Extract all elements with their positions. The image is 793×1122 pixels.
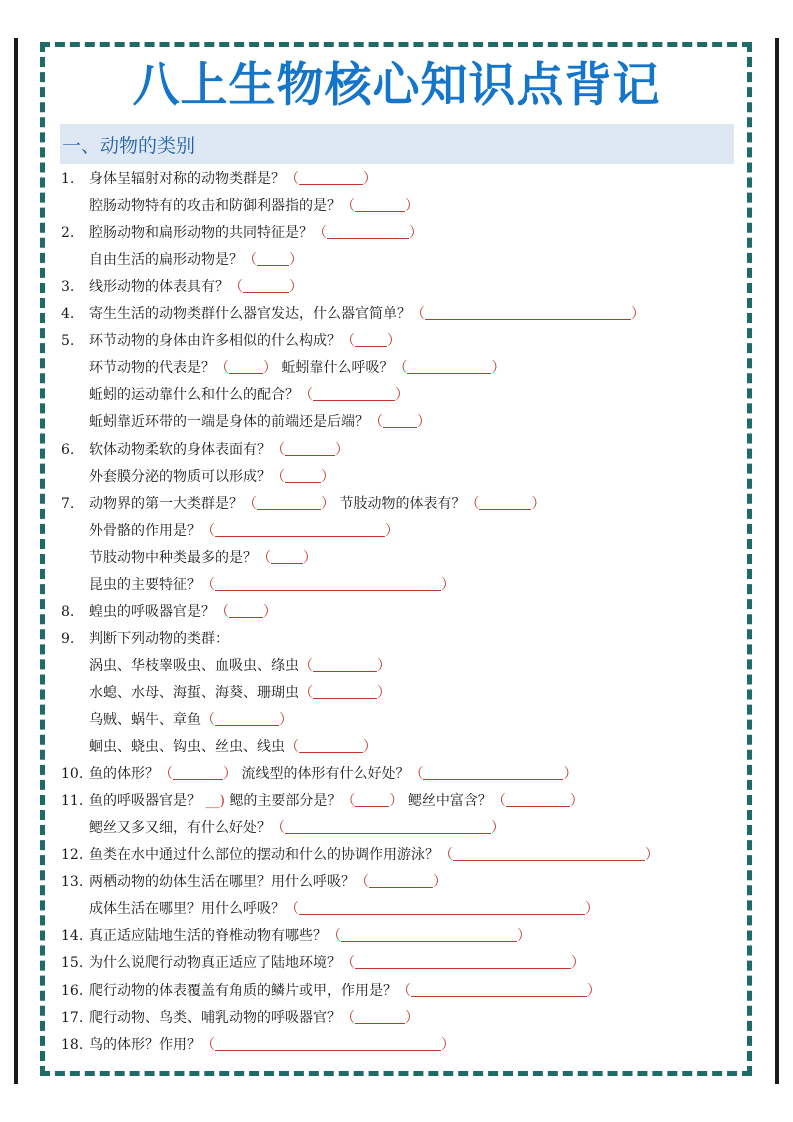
answer-underline[interactable]	[355, 954, 571, 969]
answer-blank[interactable]	[243, 492, 335, 516]
close-paren: ）	[377, 657, 391, 674]
question-text	[89, 1033, 455, 1057]
answer-blank[interactable]	[369, 410, 431, 434]
question-text	[89, 600, 277, 624]
close-paren: ）	[563, 766, 578, 783]
open-paren: （	[243, 252, 257, 269]
question-text	[89, 843, 659, 867]
question-segment: 节肢动物中种类最多的是？	[89, 549, 257, 566]
question-number: 17.	[61, 1009, 84, 1026]
question-text	[89, 681, 391, 705]
question-segment: 鱼类在水中通过什么部位的摆动和什么的协调作用游泳？	[89, 847, 439, 864]
open-paren: （	[299, 387, 313, 404]
answer-underline[interactable]	[313, 386, 395, 401]
page-title: 八上生物核心知识点背记	[132, 58, 661, 113]
question-text	[89, 979, 601, 1003]
question-text	[89, 519, 399, 543]
open-paren: （	[341, 1009, 355, 1026]
question-segment: 寄生生活的动物类群什么器官发达，什么器官简单？	[89, 306, 411, 323]
question-segment: 两栖动物的幼体生活在哪里？用什么呼吸？	[89, 874, 355, 891]
question-segment: 为什么说爬行动物真正适应了陆地环境？	[89, 955, 341, 972]
answer-underline[interactable]	[299, 900, 585, 915]
answer-blank[interactable]	[215, 356, 277, 380]
answer-underline[interactable]	[355, 792, 389, 807]
question-number: 3.	[61, 279, 75, 296]
open-paren: （	[299, 684, 313, 701]
answer-underline[interactable]	[355, 332, 387, 347]
answer-blank[interactable]	[327, 924, 531, 948]
answer-underline[interactable]	[341, 927, 517, 942]
answer-blank[interactable]	[299, 654, 391, 678]
answer-blank[interactable]	[243, 248, 303, 272]
question-text	[89, 383, 409, 407]
question-segment: 鱼的呼吸器官是？	[89, 793, 206, 810]
right-margin-line	[775, 38, 779, 1084]
question-segment: 鱼的体形？	[89, 766, 159, 783]
question-segment: 外骨骼的作用是？	[89, 522, 201, 539]
question-number: 5.	[61, 333, 75, 350]
question-segment: 环节动物的身体由许多相似的什么构成？	[89, 333, 341, 350]
answer-blank[interactable]	[215, 600, 277, 624]
question-text	[89, 573, 455, 597]
question-text	[89, 410, 431, 434]
question-text	[89, 546, 317, 570]
close-paren: ）	[433, 874, 447, 891]
question-segment: 线形动物的体表具有？	[89, 279, 229, 296]
answer-underline[interactable]	[506, 792, 570, 807]
close-paren: ）	[363, 171, 377, 187]
answer-blank[interactable]	[492, 789, 584, 813]
question-segment: 水螅、水母、海蜇、海葵、珊瑚虫	[89, 684, 299, 701]
question-text	[89, 492, 545, 516]
question-number: 18.	[61, 1036, 84, 1053]
question-segment: 真正适应陆地生活的脊椎动物有哪些？	[89, 928, 327, 945]
question-segment: 腔肠动物和扁形动物的共同特征是？	[89, 225, 313, 242]
question-text	[89, 275, 303, 299]
open-paren: （	[215, 603, 229, 620]
open-paren: （	[285, 901, 299, 918]
question-text	[89, 167, 377, 191]
open-paren: （	[201, 1036, 215, 1053]
question-segment: 蚯蚓靠近环带的一端是身体的前端还是后端？	[89, 414, 369, 431]
question-text	[89, 762, 577, 786]
answer-blank[interactable]	[355, 870, 447, 894]
question-number: 7.	[61, 495, 75, 512]
close-paren: ）	[321, 495, 335, 512]
question-text	[89, 816, 505, 840]
close-paren: ）	[631, 306, 645, 323]
close-paren: ）	[531, 495, 546, 512]
question-number: 11.	[61, 793, 84, 810]
question-number: 2.	[61, 225, 75, 242]
answer-underline[interactable]	[479, 495, 531, 510]
question-text	[89, 951, 585, 975]
question-segment: 判断下列动物的类群：	[89, 630, 229, 647]
answer-blank[interactable]	[159, 762, 237, 786]
answer-underline[interactable]	[215, 522, 385, 537]
question-segment: 身体呈辐射对称的动物类群是？	[89, 171, 285, 187]
open-paren: （	[393, 360, 408, 377]
question-number: 8.	[61, 603, 75, 620]
question-text	[89, 438, 349, 462]
question-segment: 腔肠动物特有的攻击和防御利器指的是？	[89, 198, 341, 215]
answer-blank[interactable]	[409, 762, 577, 786]
left-margin-line	[14, 38, 18, 1084]
open-paren: （	[159, 766, 173, 783]
question-text	[89, 465, 335, 489]
answer-blank[interactable]	[465, 492, 545, 516]
answer-underline[interactable]	[453, 846, 645, 861]
open-paren: （	[299, 657, 313, 674]
close-paren: ）	[387, 333, 401, 350]
question-text	[89, 789, 584, 813]
close-paren: ）	[409, 225, 423, 242]
question-text	[89, 708, 293, 732]
open-paren: （	[271, 468, 285, 485]
question-number: 10.	[61, 766, 84, 783]
answer-blank[interactable]	[397, 979, 601, 1003]
question-text	[89, 627, 229, 651]
open-paren: （	[285, 739, 299, 756]
question-segment: 成体生活在哪里？用什么呼吸？	[89, 901, 285, 918]
answer-blank[interactable]	[411, 302, 645, 326]
close-paren: ）	[491, 360, 506, 377]
question-number: 14.	[61, 928, 84, 945]
answer-underline[interactable]	[271, 549, 303, 564]
close-paren: ）	[385, 522, 399, 539]
close-paren: ）	[441, 576, 455, 593]
answer-underline[interactable]	[257, 251, 289, 266]
open-paren: （	[355, 874, 369, 891]
open-paren: （	[409, 766, 424, 783]
question-number: 12.	[61, 847, 84, 864]
answer-underline[interactable]	[355, 197, 405, 212]
open-paren: （	[257, 549, 271, 566]
close-paren: ）	[405, 198, 419, 215]
close-paren: ）	[289, 279, 303, 296]
open-paren: （	[465, 495, 480, 512]
close-paren: ）	[585, 901, 599, 918]
answer-blank[interactable]	[341, 329, 401, 353]
question-number: 15.	[61, 955, 84, 972]
question-text	[89, 248, 303, 272]
question-text	[89, 221, 423, 245]
answer-underline[interactable]	[425, 305, 631, 320]
question-number: 4.	[61, 306, 75, 323]
question-text	[89, 194, 419, 218]
open-paren: （	[327, 928, 341, 945]
open-paren: （	[313, 225, 327, 242]
answer-underline[interactable]	[407, 359, 491, 374]
open-paren: （	[341, 955, 355, 972]
close-paren: ）	[405, 1009, 419, 1026]
open-paren: （	[271, 820, 285, 837]
open-paren: （	[243, 495, 257, 512]
answer-underline[interactable]	[215, 711, 279, 726]
open-paren: （	[341, 333, 355, 350]
question-segment: 蚯蚓靠什么呼吸？	[277, 360, 394, 377]
close-paren: ）	[395, 387, 409, 404]
close-paren: ）	[377, 684, 391, 701]
answer-blank[interactable]	[271, 816, 505, 840]
question-text	[89, 870, 447, 894]
answer-underline[interactable]	[229, 359, 263, 374]
answer-blank[interactable]	[341, 194, 419, 218]
open-paren: （	[285, 171, 299, 187]
answer-blank[interactable]	[299, 383, 409, 407]
open-paren: （	[411, 306, 425, 323]
open-paren: （	[215, 360, 229, 377]
question-text	[89, 897, 599, 921]
answer-underline[interactable]	[257, 495, 321, 510]
question-text	[89, 329, 401, 353]
answer-blank[interactable]	[201, 573, 455, 597]
close-paren: ）	[363, 739, 377, 756]
close-paren: ）	[389, 793, 404, 810]
question-segment: 节肢动物的体表有？	[335, 495, 466, 512]
question-segment: 流线型的体形有什么好处？	[237, 766, 410, 783]
answer-blank[interactable]	[341, 1006, 419, 1030]
answer-underline[interactable]	[327, 224, 409, 239]
close-paren: ）	[517, 928, 531, 945]
answer-underline[interactable]	[285, 441, 335, 456]
close-paren: ）	[289, 252, 303, 269]
answer-blank[interactable]	[285, 897, 599, 921]
answer-underline[interactable]	[299, 738, 363, 753]
open-paren: （	[341, 793, 356, 810]
question-text	[89, 356, 505, 380]
question-text	[89, 302, 645, 326]
question-number: 6.	[61, 441, 75, 458]
question-text	[89, 654, 391, 678]
question-number: 16.	[61, 982, 84, 999]
question-text	[89, 735, 377, 759]
close-paren: ）	[335, 441, 349, 458]
answer-underline[interactable]	[411, 982, 587, 997]
close-paren: ）	[417, 414, 431, 431]
close-paren: ）	[645, 847, 659, 864]
close-paren: ）	[303, 549, 317, 566]
question-segment: 乌贼、蜗牛、章鱼	[89, 712, 201, 728]
answer-underline[interactable]	[369, 873, 433, 888]
close-paren: ）	[263, 360, 277, 377]
question-segment: 爬行动物的体表覆盖有角质的鳞片或甲，作用是？	[89, 982, 397, 999]
answer-blank[interactable]	[201, 1033, 455, 1057]
answer-underline[interactable]	[313, 657, 377, 672]
close-paren: ）	[569, 793, 584, 810]
answer-blank[interactable]	[229, 275, 303, 299]
answer-underline[interactable]	[313, 684, 377, 699]
answer-underline[interactable]	[215, 1036, 441, 1051]
question-number: 1.	[61, 171, 75, 187]
question-segment: 鳃丝又多又细，有什么好处？	[89, 820, 271, 837]
section-header	[60, 124, 734, 164]
answer-underline[interactable]	[423, 765, 563, 780]
answer-underline[interactable]	[355, 1009, 405, 1024]
question-segment: 鸟的体形？作用？	[89, 1036, 201, 1053]
close-paren: ）	[279, 712, 293, 728]
answer-blank[interactable]: __)	[205, 793, 225, 810]
question-number: 13.	[61, 874, 84, 891]
question-segment: 环节动物的代表是？	[89, 360, 215, 377]
open-paren: （	[201, 522, 215, 539]
answer-blank[interactable]	[257, 546, 317, 570]
answer-blank[interactable]	[201, 519, 399, 543]
question-segment: 鳃丝中富含？	[403, 793, 492, 810]
close-paren: ）	[441, 1036, 455, 1053]
question-segment: 蛔虫、蛲虫、钩虫、丝虫、线虫	[89, 739, 285, 756]
answer-underline[interactable]	[383, 413, 417, 428]
question-segment: 外套膜分泌的物质可以形成？	[89, 468, 271, 485]
open-paren: （	[491, 793, 506, 810]
answer-blank[interactable]	[313, 221, 423, 245]
question-segment: 蚯蚓的运动靠什么和什么的配合？	[89, 387, 299, 404]
answer-underline[interactable]	[299, 170, 363, 185]
close-paren: ）	[321, 468, 335, 485]
close-paren: ）	[571, 955, 585, 972]
open-paren: （	[369, 414, 383, 431]
question-text	[89, 924, 531, 948]
answer-blank[interactable]	[271, 438, 349, 462]
open-paren: （	[271, 441, 285, 458]
section-title: 一、动物的类别	[62, 135, 196, 157]
answer-underline[interactable]	[285, 819, 491, 834]
open-paren: （	[201, 712, 215, 728]
answer-blank[interactable]	[299, 681, 391, 705]
answer-underline[interactable]	[215, 576, 441, 591]
question-segment: 昆虫的主要特征？	[89, 576, 201, 593]
answer-underline[interactable]	[229, 603, 263, 618]
question-segment: 蝗虫的呼吸器官是？	[89, 603, 215, 620]
answer-blank[interactable]	[285, 167, 377, 191]
question-segment: 软体动物柔软的身体表面有？	[89, 441, 271, 458]
question-segment: 爬行动物、鸟类、哺乳动物的呼吸器官？	[89, 1009, 341, 1026]
answer-blank[interactable]	[201, 708, 293, 732]
answer-blank[interactable]	[341, 951, 585, 975]
answer-blank[interactable]	[285, 735, 377, 759]
question-segment: 涡虫、华枝睾吸虫、血吸虫、绦虫	[89, 657, 299, 674]
answer-blank[interactable]	[271, 465, 335, 489]
open-paren: （	[229, 279, 243, 296]
question-text	[89, 1006, 419, 1030]
answer-blank[interactable]	[439, 843, 659, 867]
close-paren: ）	[263, 603, 277, 620]
close-paren: ）	[587, 982, 601, 999]
open-paren: （	[201, 576, 215, 593]
open-paren: （	[341, 198, 355, 215]
answer-underline[interactable]	[285, 468, 321, 483]
close-paren: ）	[491, 820, 505, 837]
question-number: 9.	[61, 630, 75, 647]
answer-blank[interactable]	[341, 789, 403, 813]
question-segment: 动物界的第一大类群是？	[89, 495, 243, 512]
answer-underline[interactable]	[173, 765, 223, 780]
answer-underline[interactable]	[243, 278, 289, 293]
open-paren: （	[397, 982, 411, 999]
question-segment: 鳃的主要部分是？	[224, 793, 342, 810]
close-paren: ）	[223, 766, 237, 783]
open-paren: （	[439, 847, 453, 864]
answer-blank[interactable]	[393, 356, 505, 380]
question-segment: 自由生活的扁形动物是？	[89, 252, 243, 269]
